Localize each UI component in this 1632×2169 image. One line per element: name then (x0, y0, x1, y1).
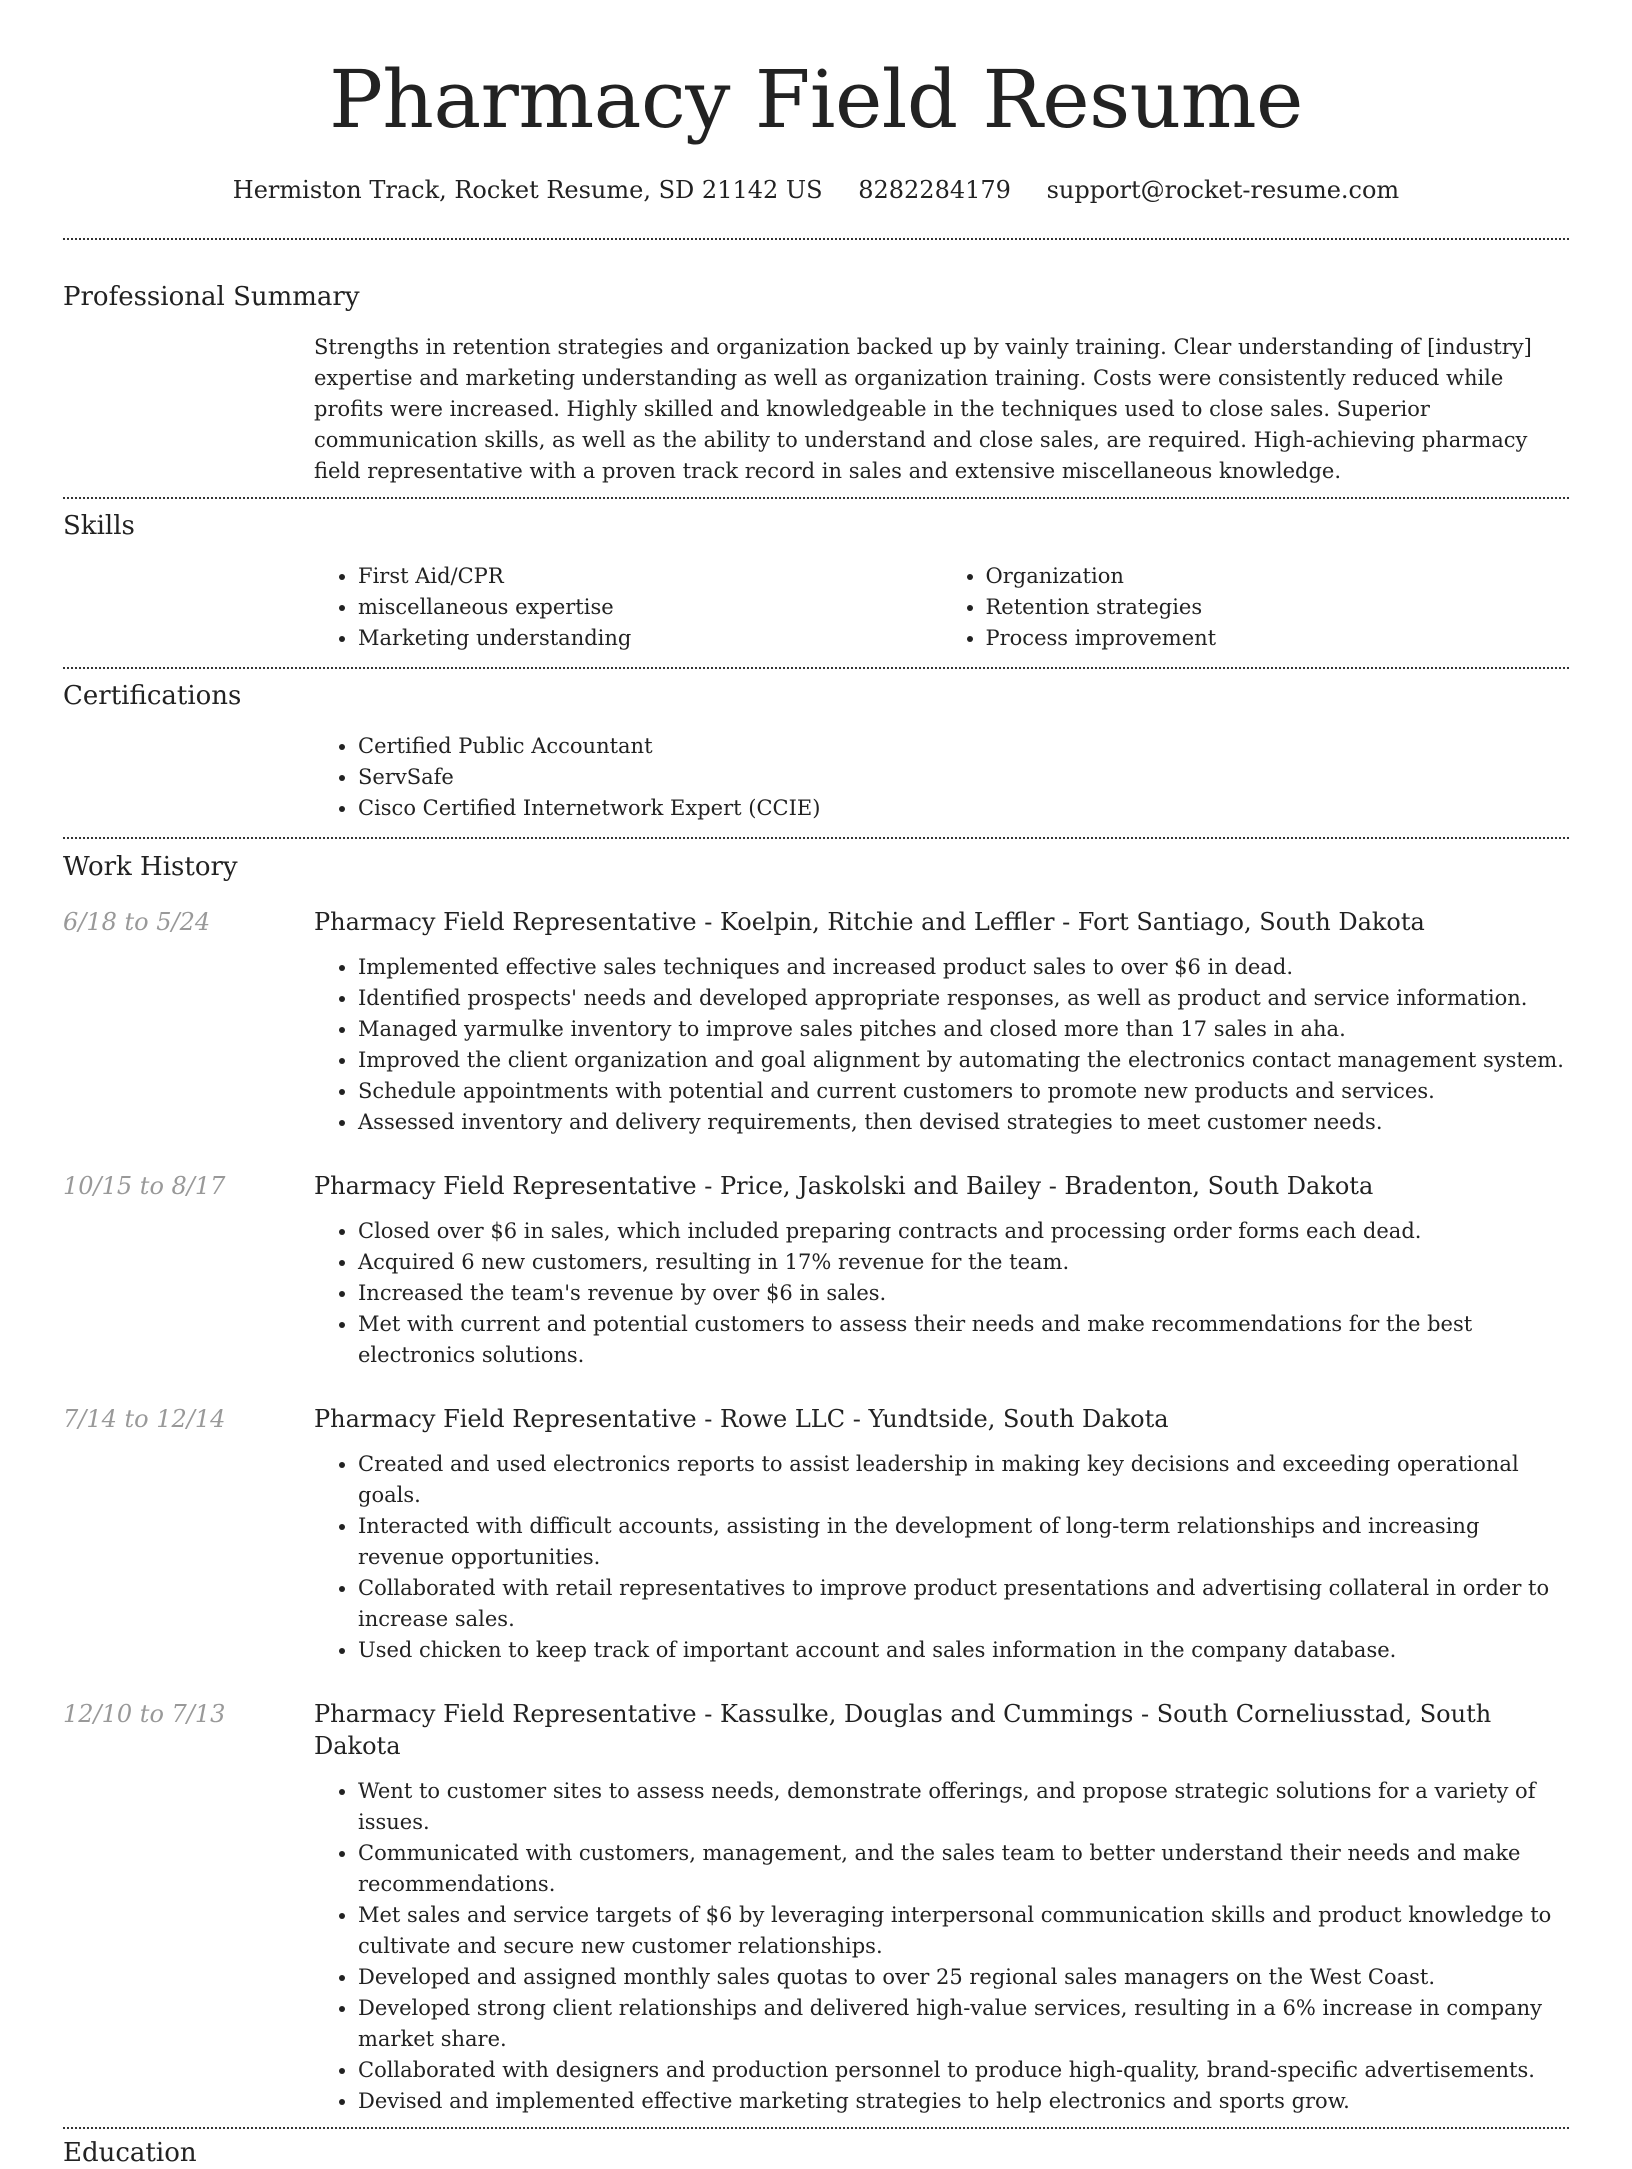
job-bullet: • Met with current and potential customers to assess their needs and make recommendations for the best electronics solutions. (358, 1309, 1569, 1371)
header-divider (63, 238, 1569, 240)
skills-columns (314, 561, 1569, 654)
summary-section (63, 280, 1569, 487)
skill-item: • Organization (986, 561, 1570, 592)
job-bullet: • Schedule appointments with potential and current customers to promote new products and services. (358, 1076, 1569, 1107)
job-bullet: • Created and used electronics reports to assist leadership in making key decisions and exceeding operational goals. (358, 1449, 1569, 1511)
certification-item: • ServSafe (358, 762, 1569, 793)
job-bullet: • Interacted with difficult accounts, assisting in the development of long-term relationships and increasing revenue opportunities. (358, 1511, 1569, 1573)
job-entry (63, 1403, 1569, 1666)
contact-address: Hermiston Track, Rocket Resume, SD 21142 US (232, 176, 823, 204)
section-divider (63, 497, 1569, 499)
certification-item: • Cisco Certified Internetwork Expert (CCIE) (358, 793, 1569, 824)
contact-phone: 8282284179 (858, 176, 1011, 204)
work-history-section (63, 850, 1569, 2117)
skills-title: Skills (63, 511, 135, 541)
job-date: 7/14 to 12/14 (63, 1405, 226, 1433)
job-bullet: • Managed yarmulke inventory to improve sales pitches and closed more than 17 sales in aha. (358, 1014, 1569, 1045)
job-bullets (314, 1776, 1569, 2117)
job-bullet: • Assessed inventory and delivery requirements, then devised strategies to meet customer needs. (358, 1107, 1569, 1138)
job-details (314, 1170, 1569, 1371)
job-bullet: • Collaborated with designers and production personnel to produce high-quality, brand-specific advertisements. (358, 2055, 1569, 2086)
section-divider (63, 667, 1569, 669)
job-bullet: • Acquired 6 new customers, resulting in 17% revenue for the team. (358, 1247, 1569, 1278)
job-bullet: • Went to customer sites to assess needs, demonstrate offerings, and propose strategic solutions for a variety of issues. (358, 1776, 1569, 1838)
job-title: Pharmacy Field Representative - Kassulke, Douglas and Cummings - South Corneliusstad, South Dakota (314, 1700, 1492, 1760)
skill-item: • miscellaneous expertise (358, 592, 942, 623)
certifications-body (314, 731, 1569, 824)
job-entry (63, 906, 1569, 1138)
job-date: 10/15 to 8/17 (63, 1172, 226, 1200)
skill-item: • First Aid/CPR (358, 561, 942, 592)
skill-item: • Retention strategies (986, 592, 1570, 623)
skills-list-right (942, 561, 1570, 654)
job-bullet: • Closed over $6 in sales, which included preparing contracts and processing order forms each dead. (358, 1216, 1569, 1247)
job-title: Pharmacy Field Representative - Price, Jaskolski and Bailey - Bradenton, South Dakota (314, 1172, 1374, 1200)
job-bullet: • Collaborated with retail representatives to improve product presentations and advertising collateral in order to increase sales. (358, 1573, 1569, 1635)
job-title: Pharmacy Field Representative - Rowe LLC - Yundtside, South Dakota (314, 1405, 1169, 1433)
contact-email[interactable]: support@rocket-resume.com (1046, 176, 1400, 204)
job-details (314, 906, 1569, 1138)
job-title: Pharmacy Field Representative - Koelpin, Ritchie and Leffler - Fort Santiago, South Dakota (314, 908, 1425, 936)
skill-item: • Process improvement (986, 623, 1570, 654)
section-divider (63, 2127, 1569, 2129)
education-title: Education (63, 2138, 197, 2168)
job-bullets (314, 952, 1569, 1138)
skills-list-left (314, 561, 942, 654)
certifications-title: Certifications (63, 681, 242, 711)
certifications-list (314, 731, 1569, 824)
contact-line (63, 174, 1569, 206)
job-bullets (314, 1216, 1569, 1371)
job-bullet: • Developed strong client relationships and delivered high-value services, resulting in a 6% increase in company market share. (358, 1993, 1569, 2055)
job-bullet: • Communicated with customers, management, and the sales team to better understand their needs and make recommendations. (358, 1838, 1569, 1900)
section-divider (63, 837, 1569, 839)
job-bullet: • Developed and assigned monthly sales quotas to over 25 regional sales managers on the West Coast. (358, 1962, 1569, 1993)
page-title: Pharmacy Field Resume (329, 53, 1303, 146)
work-history-title: Work History (63, 852, 238, 882)
job-bullet: • Met sales and service targets of $6 by leveraging interpersonal communication skills and product knowledge to cultivate and secure new customer relationships. (358, 1900, 1569, 1962)
job-date: 6/18 to 5/24 (63, 908, 211, 936)
job-bullet: • Implemented effective sales techniques and increased product sales to over $6 in dead. (358, 952, 1569, 983)
job-bullet: • Used chicken to keep track of important account and sales information in the company database. (358, 1635, 1569, 1666)
job-bullet: • Identified prospects' needs and developed appropriate responses, as well as product and service information. (358, 983, 1569, 1014)
job-bullet: • Devised and implemented effective marketing strategies to help electronics and sports grow. (358, 2086, 1569, 2117)
job-entry (63, 1170, 1569, 1371)
job-date: 12/10 to 7/13 (63, 1700, 226, 1728)
summary-title: Professional Summary (63, 282, 360, 312)
job-details (314, 1403, 1569, 1666)
job-entry (63, 1698, 1569, 2117)
certifications-section (63, 679, 1569, 824)
skill-item: • Marketing understanding (358, 623, 942, 654)
job-details (314, 1698, 1569, 2117)
summary-text: Strengths in retention strategies and organization backed up by vainly training. Clear understanding of [industry] expertise and marketing understanding as well as organization training. Costs were consistently reduced while profits were increased. Highly skilled and knowledgeable in the techniques used to close sales. Superior communication skills, as well as the ability to understand and close sales, are required. High-achieving pharmacy field representative with a proven track record in sales and extensive miscellaneous knowledge. (314, 335, 1532, 483)
job-bullet: • Increased the team's revenue by over $6 in sales. (358, 1278, 1569, 1309)
skills-section (63, 509, 1569, 654)
job-bullet: • Improved the client organization and goal alignment by automating the electronics contact management system. (358, 1045, 1569, 1076)
certification-item: • Certified Public Accountant (358, 731, 1569, 762)
job-bullets (314, 1449, 1569, 1666)
